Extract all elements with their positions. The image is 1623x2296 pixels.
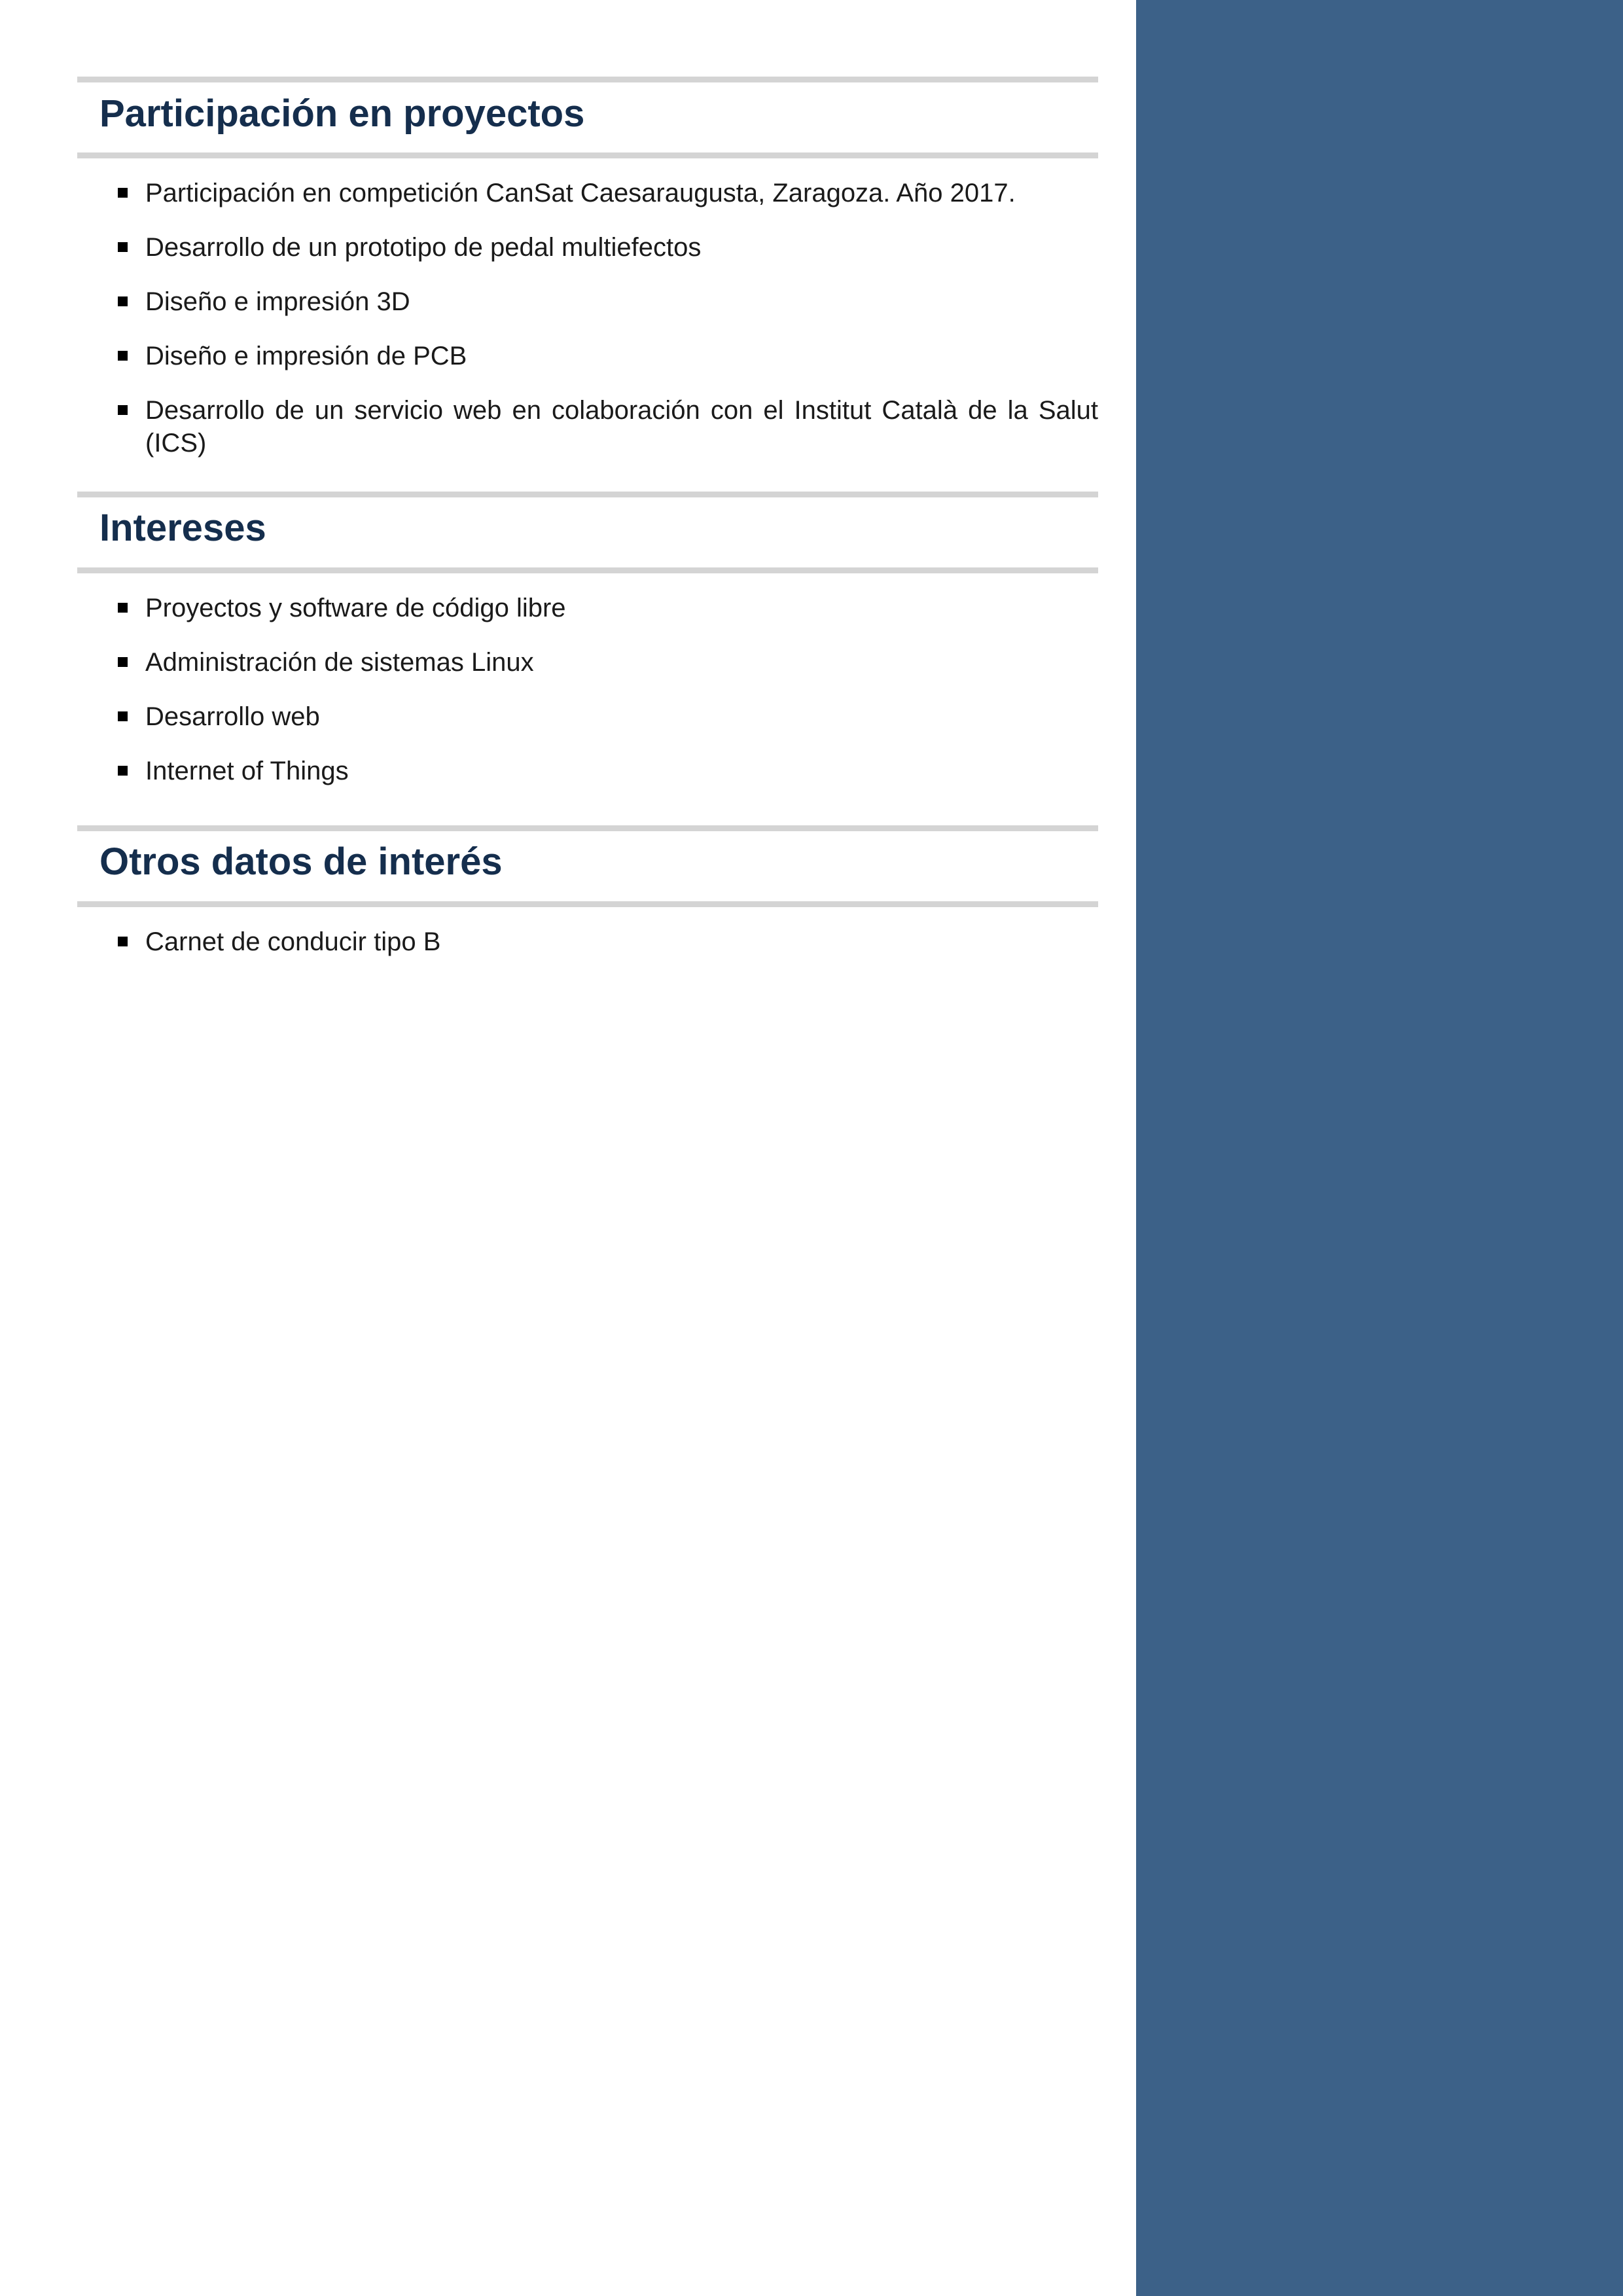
square-bullet-icon xyxy=(118,242,128,252)
square-bullet-icon xyxy=(118,657,128,667)
square-bullet-icon xyxy=(118,296,128,306)
section-title-projects: Participación en proyectos xyxy=(99,92,585,135)
square-bullet-icon xyxy=(118,603,128,613)
square-bullet-icon xyxy=(118,937,128,946)
square-bullet-icon xyxy=(118,188,128,198)
square-bullet-icon xyxy=(118,711,128,721)
square-bullet-icon xyxy=(118,351,128,361)
square-bullet-icon xyxy=(118,405,128,415)
square-bullet-icon xyxy=(118,766,128,776)
section-title-other: Otros datos de interés xyxy=(99,840,503,883)
section-title-interests: Intereses xyxy=(99,507,266,549)
sidebar-panel xyxy=(1136,0,1623,2296)
